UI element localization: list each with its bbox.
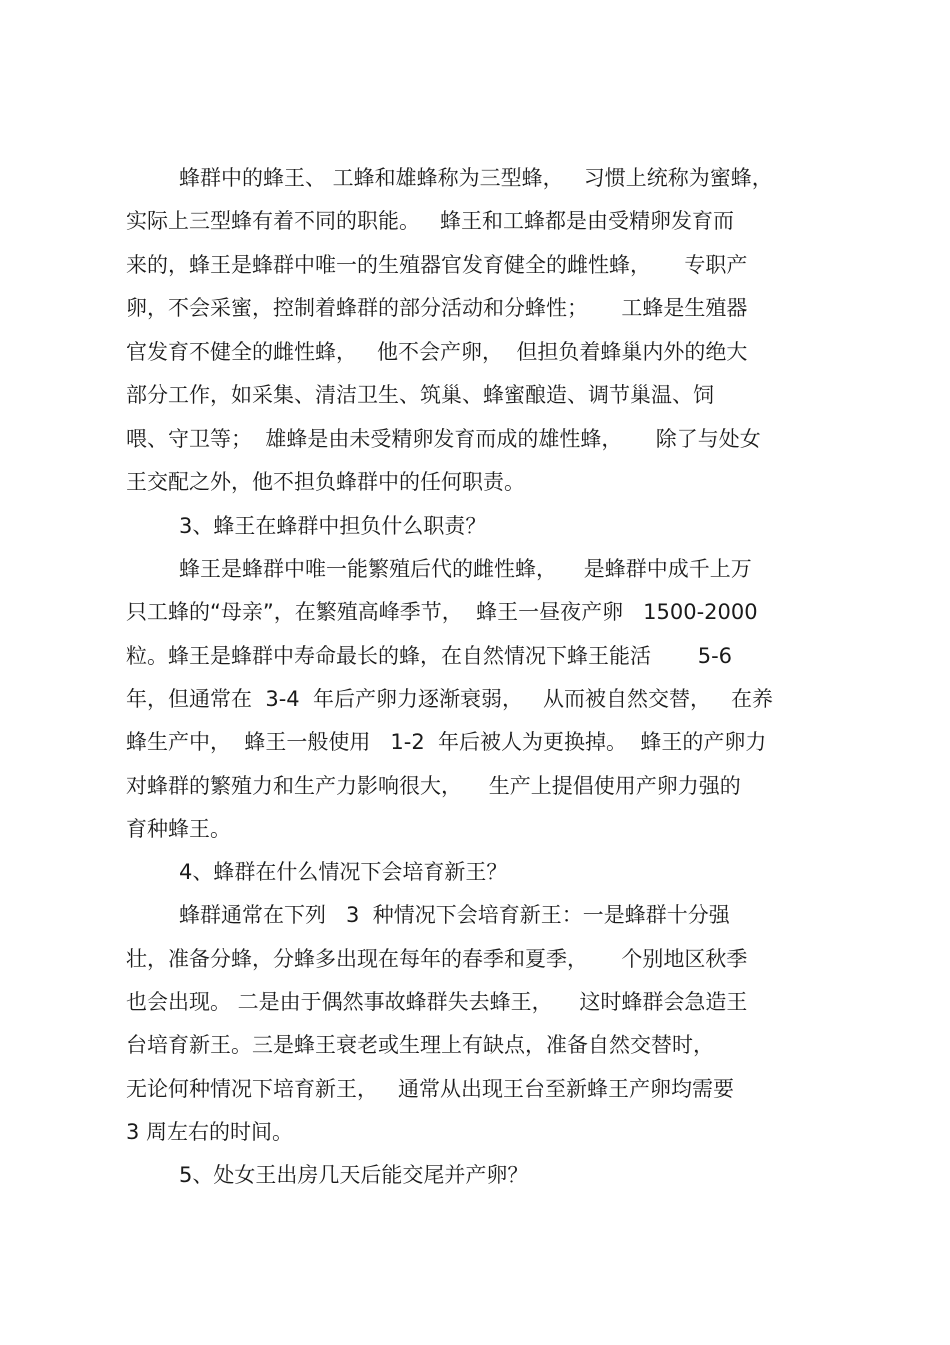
- paragraph-line: 无论何种情况下培育新王， 通常从出现王台至新蜂王产卵均需要: [126, 1077, 735, 1101]
- paragraph-line: 蜂生产中， 蜂王一般使用 1-2 年后被人为更换掉。 蜂王的产卵力: [126, 730, 767, 754]
- paragraph-line: 蜂群中的蜂王、 工蜂和雄蜂称为三型蜂， 习惯上统称为蜜蜂，: [179, 166, 773, 190]
- paragraph-line: 也会出现。 二是由于偶然事故蜂群失去蜂王， 这时蜂群会急造王: [126, 990, 748, 1014]
- section-heading: 4、蜂群在什么情况下会培育新王？: [179, 860, 508, 884]
- paragraph-line: 官发育不健全的雌性蜂， 他不会产卵， 但担负着蜂巢内外的绝大: [126, 340, 748, 364]
- paragraph-line: 王交配之外，他不担负蜂群中的任何职责。: [126, 470, 525, 494]
- paragraph-line: 部分工作，如采集、清洁卫生、筑巢、蜂蜜酿造、调节巢温、饲: [126, 383, 714, 407]
- section-heading: 3、蜂王在蜂群中担负什么职责？: [179, 514, 487, 538]
- paragraph-line: 卵，不会采蜜，控制着蜂群的部分活动和分蜂性； 工蜂是生殖器: [126, 296, 748, 320]
- paragraph-line: 实际上三型蜂有着不同的职能。 蜂王和工蜂都是由受精卵发育而: [126, 209, 735, 233]
- paragraph-line: 3 周左右的时间。: [126, 1120, 294, 1144]
- paragraph-line: 台培育新王。三是蜂王衰老或生理上有缺点，准备自然交替时，: [126, 1033, 714, 1057]
- paragraph-line: 喂、守卫等； 雄蜂是由未受精卵发育而成的雄性蜂， 除了与处女: [126, 427, 761, 451]
- paragraph-line: 年，但通常在 3-4 年后产卵力逐渐衰弱， 从而被自然交替， 在养: [126, 687, 774, 711]
- paragraph-line: 对蜂群的繁殖力和生产力影响很大， 生产上提倡使用产卵力强的: [126, 774, 741, 798]
- paragraph-line: 来的，蜂王是蜂群中唯一的生殖器官发育健全的雌性蜂， 专职产: [126, 253, 748, 277]
- section-heading: 5、处女王出房几天后能交尾并产卵？: [179, 1163, 529, 1187]
- paragraph-line: 蜂王是蜂群中唯一能繁殖后代的雌性蜂， 是蜂群中成千上万: [179, 557, 752, 581]
- paragraph-line: 粒。蜂王是蜂群中寿命最长的蜂，在自然情况下蜂王能活 5-6: [126, 644, 733, 668]
- paragraph-line: 育种蜂王。: [126, 817, 231, 841]
- paragraph-line: 只工蜂的“母亲”，在繁殖高峰季节， 蜂王一昼夜产卵 1500-2000: [126, 600, 758, 624]
- paragraph-line: 蜂群通常在下列 3 种情况下会培育新王：一是蜂群十分强: [179, 903, 730, 927]
- paragraph-line: 壮，准备分蜂，分蜂多出现在每年的春季和夏季， 个别地区秋季: [126, 947, 748, 971]
